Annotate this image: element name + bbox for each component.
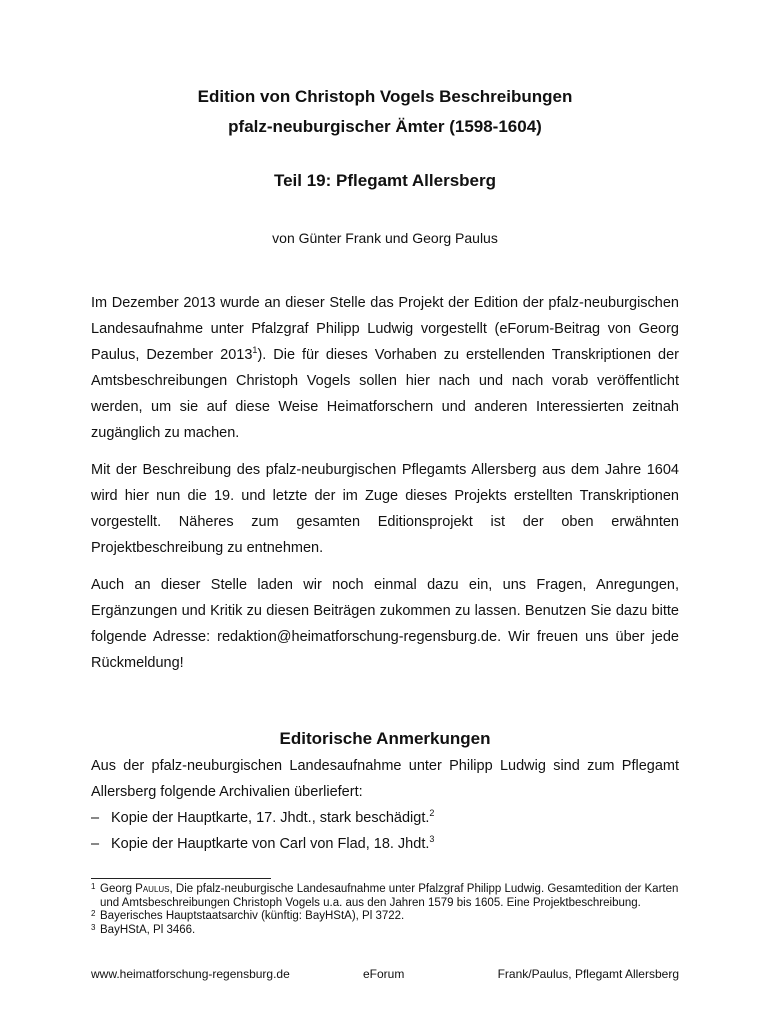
footnote-2: 2 Bayerisches Hauptstaatsarchiv (künftig: BayHStA), Pl 3722. xyxy=(91,909,405,923)
list-item-text: Kopie der Hauptkarte von Carl von Flad, 18. Jhdt. xyxy=(111,836,430,852)
footer-author-title: Frank/Paulus, Pflegamt Allersberg xyxy=(497,967,679,981)
paragraph-archivalien: Aus der pfalz-neuburgischen Landesaufnahme unter Philipp Ludwig sind zum Pflegamt Allersberg folgende Archivalien überliefert: xyxy=(91,758,679,800)
footer-publication: eForum xyxy=(363,967,405,981)
footnote-3: 3 BayHStA, Pl 3466. xyxy=(91,922,196,936)
footnote-1: 1 Georg Paulus, Die pfalz-neuburgische Landesaufnahme unter Pfalzgraf Philipp Ludwig. Gesamtedition der Karten und Amtsbeschreibungen Christoph Vogels u.a. aus den Jahren 1579 bis 1605. Eine Projektbeschreibung. xyxy=(91,882,679,909)
footnote-text: Georg xyxy=(100,883,136,895)
document-title-line-1: Edition von Christoph Vogels Beschreibungen xyxy=(197,87,573,106)
list-dash: – xyxy=(91,836,100,852)
footnote-divider xyxy=(91,878,271,879)
footnote-text: BayHStA, Pl 3466. xyxy=(100,923,196,936)
footnote-ref-1[interactable]: 1 xyxy=(252,345,258,355)
footer-website[interactable]: www.heimatforschung-regensburg.de xyxy=(91,967,290,981)
paragraph-allersberg: Mit der Beschreibung des pfalz-neuburgischen Pflegamts Allersberg aus dem Jahre 1604 wird hier nun die 19. und letzte der im Zuge dieses Projekts erstellten Transkriptionen vorgestellt. Näheres zum gesamten Editionsprojekt ist der oben erwähnten Projektbeschreibung zu entnehmen. xyxy=(91,462,679,556)
paragraph-intro-text-a: Im Dezember 2013 wurde an dieser Stelle das Projekt der Edition der pfalz-neuburgischen Landesaufnahme unter Pfalzgraf Philipp Ludwig vorgestellt (eForum-Beitrag von Georg Paulus, Dezember 2013 xyxy=(91,295,679,363)
footnotes xyxy=(91,883,679,937)
document-authors: von Günter Frank und Georg Paulus xyxy=(272,230,498,246)
document-title-line-2: pfalz-neuburgischer Ämter (1598-1604) xyxy=(228,117,542,136)
paragraph-intro xyxy=(91,290,679,446)
list-item xyxy=(91,805,679,831)
document-subtitle: Teil 19: Pflegamt Allersberg xyxy=(273,171,496,190)
paragraph-contact: Auch an dieser Stelle laden wir noch einmal dazu ein, uns Fragen, Anregungen, Ergänzungen und Kritik zu diesen Beiträgen zukommen zu lassen. Benutzen Sie dazu bitte folgende Adresse: redaktion@heimatforschung-regensburg.de. Wir freuen uns über jede Rückmeldung! xyxy=(91,577,679,671)
footnote-text: , Die pfalz-neuburgische Landesaufnahme unter Pfalzgraf Philipp Ludwig. Gesamtedition der Karten und Amtsbeschreibungen Christoph Vogels u.a. aus den Jahren 1579 bis 1605. Eine Projektbeschreibung. xyxy=(100,883,679,909)
list-item-text: Kopie der Hauptkarte, 17. Jhdt., stark beschädigt. xyxy=(111,810,430,826)
footnote-ref-2[interactable]: 2 xyxy=(429,808,435,818)
list-item xyxy=(91,831,679,857)
paragraph-intro-text-b: ). Die für dieses Vorhaben zu erstellenden Transkriptionen der Amtsbeschreibungen Christoph Vogels sollen hier nach und nach vorab veröffentlicht werden, um sie auf diese Weise Heimatforschern und anderen Interessierten zeitnah zugänglich zu machen. xyxy=(91,347,679,441)
footnote-author-name: Paulus xyxy=(135,883,170,895)
section-heading-editorial-notes: Editorische Anmerkungen xyxy=(279,729,491,748)
footnote-text: Bayerisches Hauptstaatsarchiv (künftig: BayHStA), Pl 3722. xyxy=(100,910,405,923)
archivalien-list xyxy=(91,805,679,857)
list-dash: – xyxy=(91,810,100,826)
footnote-ref-3[interactable]: 3 xyxy=(429,834,435,844)
